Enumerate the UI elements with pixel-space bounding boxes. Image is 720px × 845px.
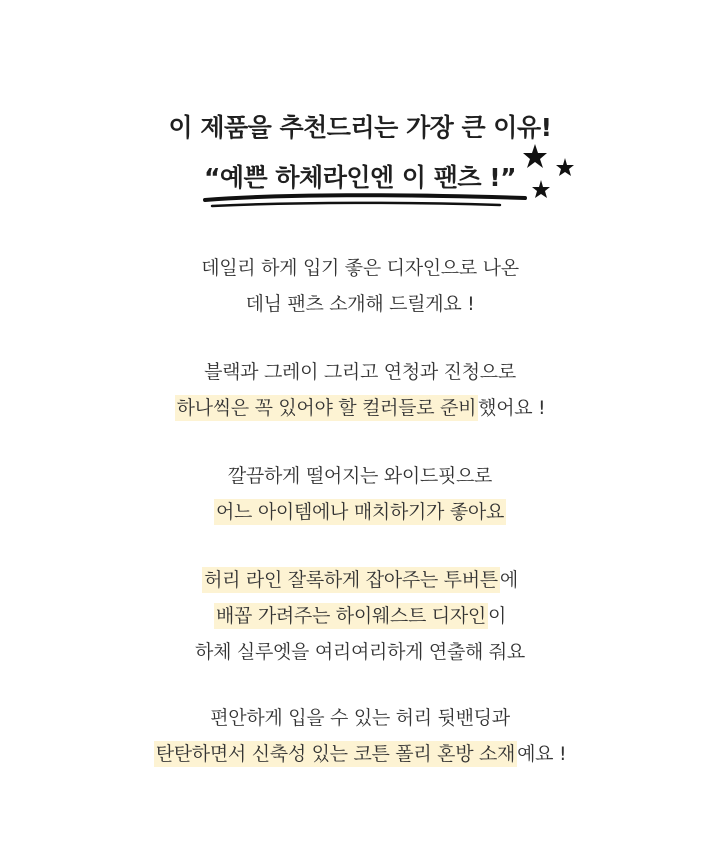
highlighted-text: 탄탄하면서 신축성 있는 코튼 폴리 혼방 소재 xyxy=(155,743,516,765)
text-line: 데님 팬츠 소개해 드릴게요 ! xyxy=(245,293,475,315)
stars-decoration xyxy=(515,140,585,210)
highlighted-text: 어느 아이템에나 매치하기가 좋아요 xyxy=(215,501,505,523)
text-line: 하나씩은 꼭 있어야 할 컬러들로 준비 했어요 ! xyxy=(176,397,546,419)
text-line: 깔끔하게 떨어지는 와이드핏으로 xyxy=(227,465,493,487)
text-line: 배꼽 가려주는 하이웨스트 디자인 이 xyxy=(215,605,507,627)
star-icon xyxy=(556,158,574,176)
paragraph-5 xyxy=(0,700,720,772)
brush-underline-icon xyxy=(200,188,530,216)
highlighted-text: 배꼽 가려주는 하이웨스트 디자인 xyxy=(215,605,486,627)
quote-subtitle: “예쁜 하체라인엔 이 팬츠 !” xyxy=(203,163,517,192)
paragraph-1 xyxy=(0,250,720,322)
page-title: 이 제품을 추천드리는 가장 큰 이유! xyxy=(168,113,552,142)
highlighted-text: 허리 라인 잘록하게 잡아주는 투버튼 xyxy=(204,569,498,591)
text-line: 탄탄하면서 신축성 있는 코튼 폴리 혼방 소재 예요 ! xyxy=(155,743,567,765)
star-icon xyxy=(523,144,547,168)
paragraph-3 xyxy=(0,458,720,530)
text-line: 데일리 하게 입기 좋은 디자인으로 나온 xyxy=(201,257,519,279)
star-icon xyxy=(532,180,550,198)
text-line: 편안하게 입을 수 있는 허리 뒷밴딩과 xyxy=(210,707,510,729)
highlighted-text: 하나씩은 꼭 있어야 할 컬러들로 준비 xyxy=(176,397,477,419)
text-line xyxy=(0,494,720,530)
paragraph-2 xyxy=(0,354,720,426)
text-line: 하체 실루엣을 여리여리하게 연출해 줘요 xyxy=(195,641,525,663)
paragraph-4 xyxy=(0,562,720,670)
text-line: 허리 라인 잘록하게 잡아주는 투버튼 에 xyxy=(204,569,518,591)
text-line: 블랙과 그레이 그리고 연청과 진청으로 xyxy=(204,361,516,383)
